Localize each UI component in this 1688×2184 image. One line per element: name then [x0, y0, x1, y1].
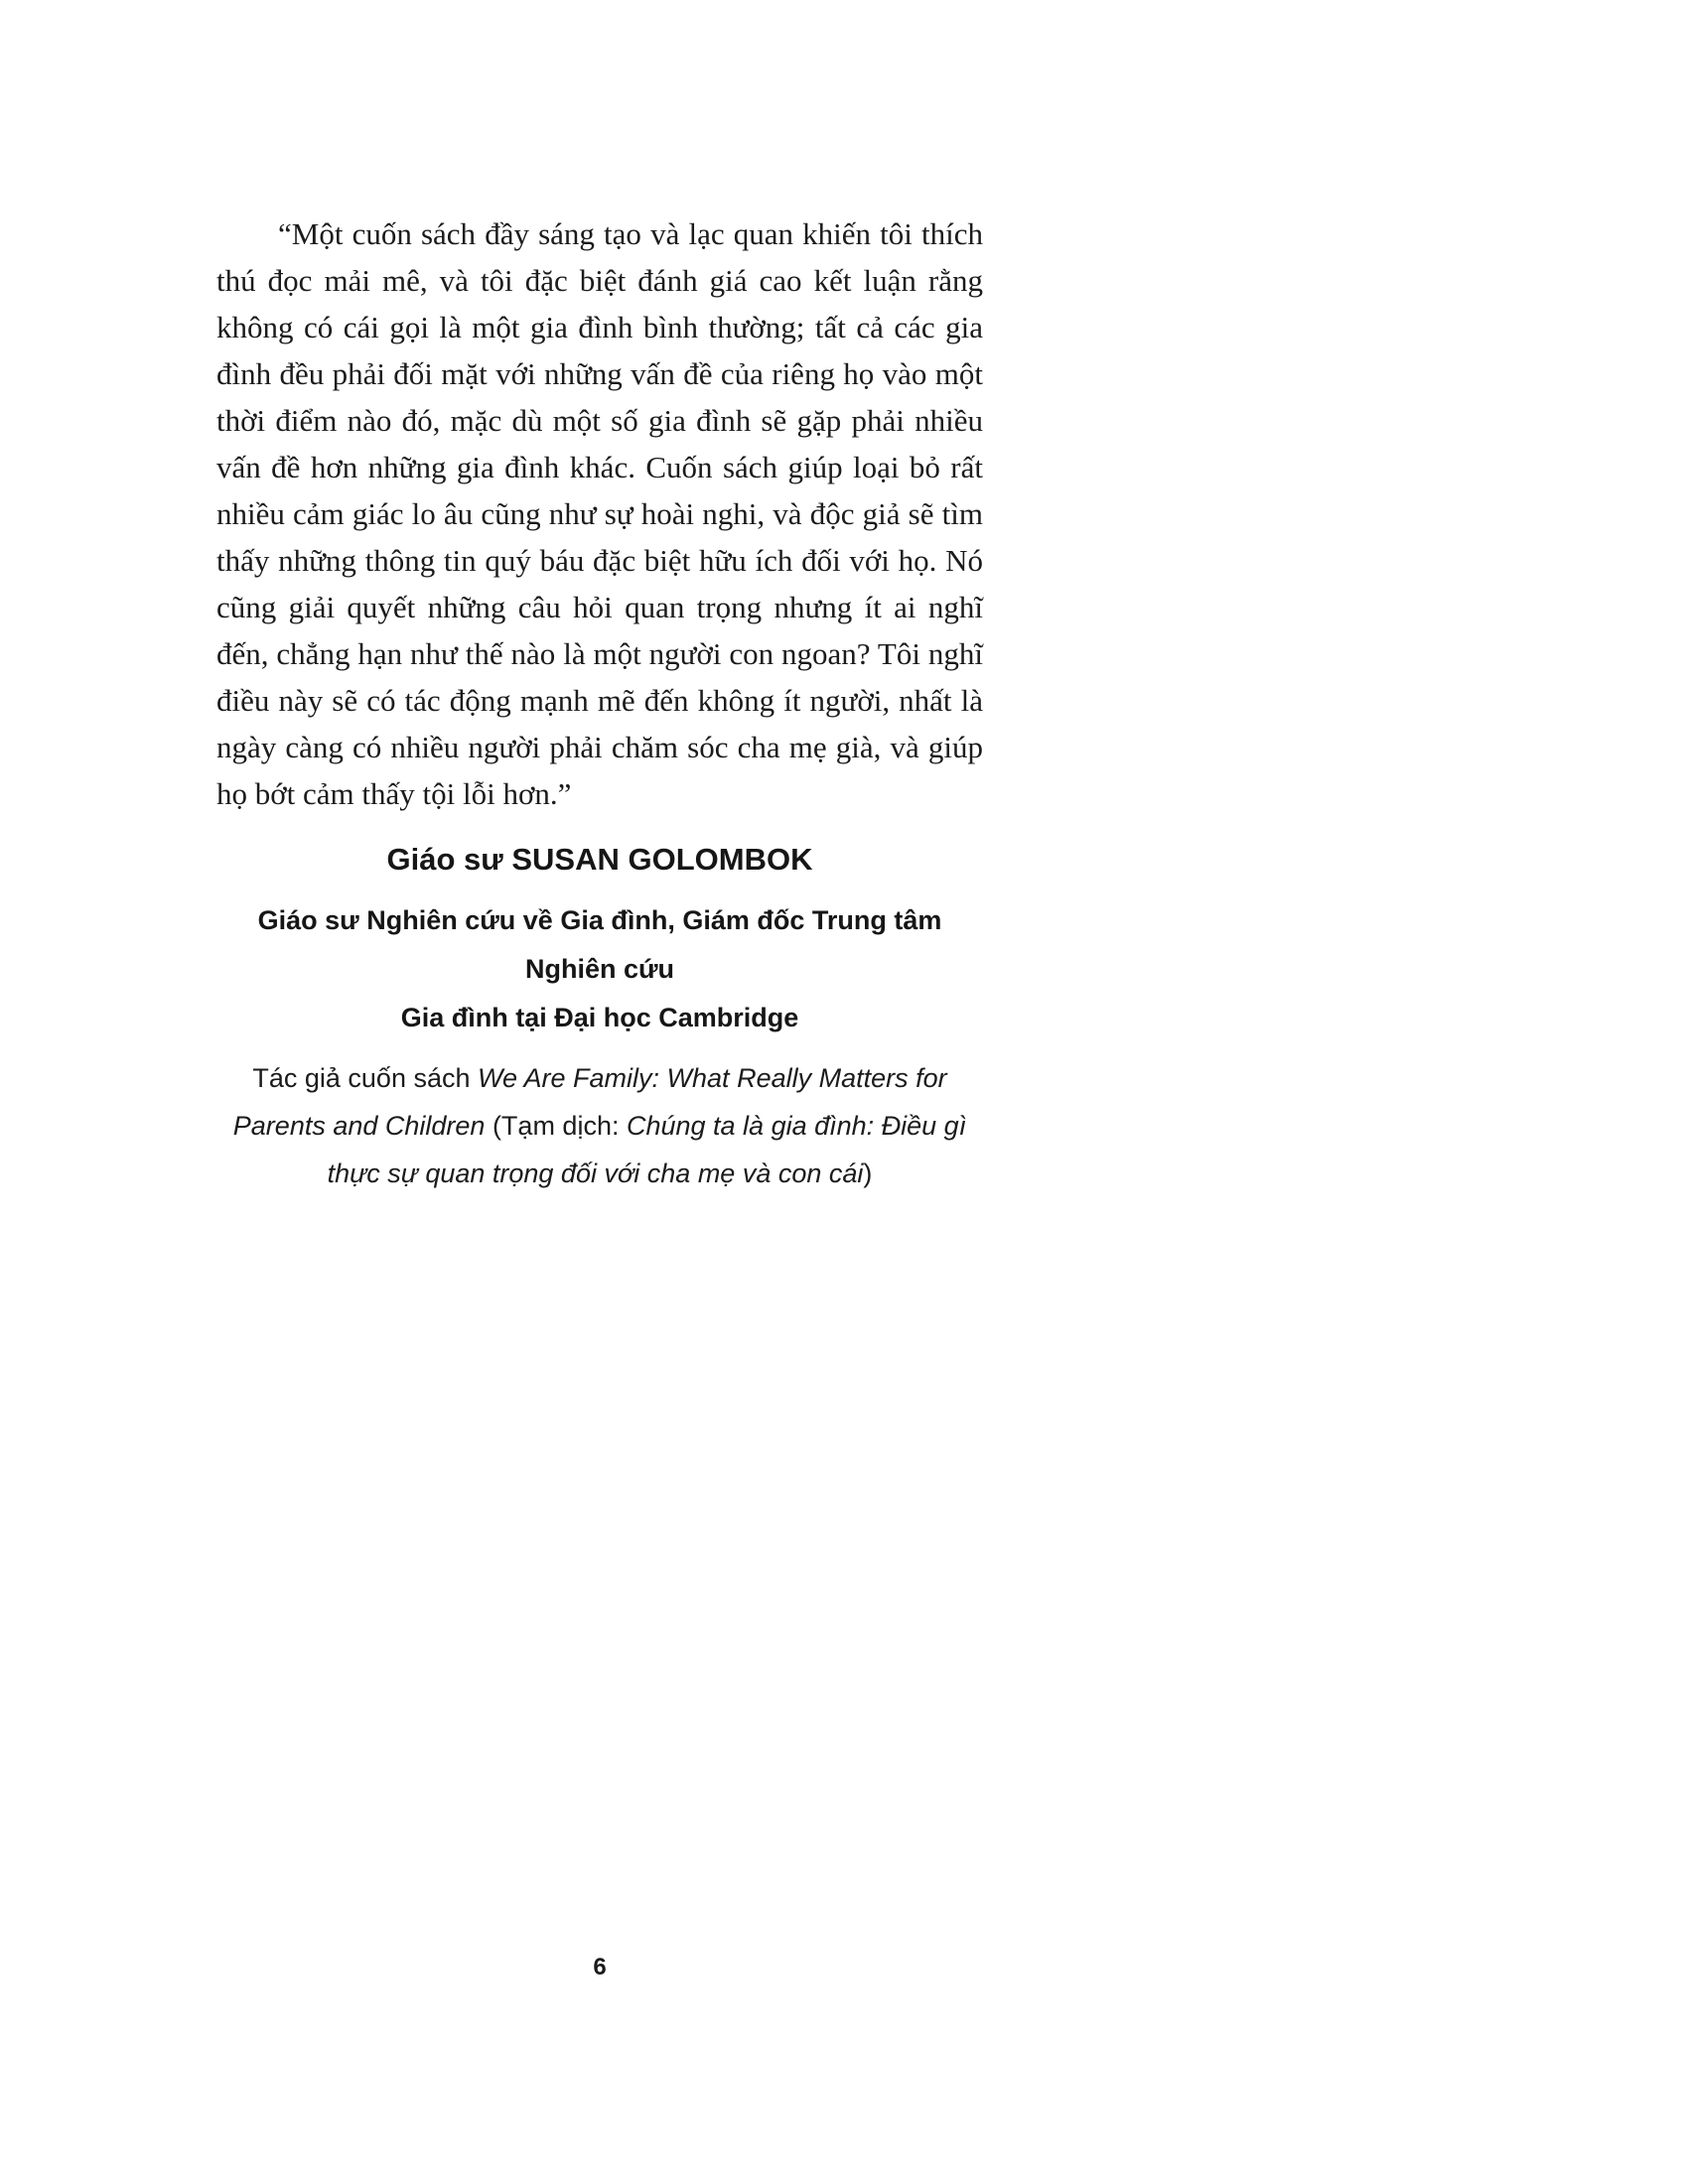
- attribution-role: [216, 896, 983, 1042]
- book-title-vietnamese: Chúng ta là gia đình: Điều gì thực sự quan trọng đối với cha mẹ và con cái: [327, 1111, 967, 1188]
- book-credit-segment: ): [863, 1159, 873, 1188]
- book-credit: [216, 1054, 983, 1197]
- attribution-role-line-2: Gia đình tại Đại học Cambridge: [400, 1003, 799, 1032]
- attribution-name: Giáo sư SUSAN GOLOMBOK: [386, 842, 813, 877]
- content-column: [216, 0, 983, 1197]
- book-credit-segment: Tác giả cuốn sách: [252, 1063, 479, 1093]
- page-number: 6: [593, 1954, 607, 1980]
- testimonial-quote: “Một cuốn sách đầy sáng tạo và lạc quan khiến tôi thích thú đọc mải mê, và tôi đặc biệt đánh giá cao kết luận rằng không có cái gọi là một gia đình bình thường; tất cả các gia đình đều phải đối mặt với những vấn đề của riêng họ vào một thời điểm nào đó, mặc dù một số gia đình sẽ gặp phải nhiều vấn đề hơn những gia đình khác. Cuốn sách giúp loại bỏ rất nhiều cảm giác lo âu cũng như sự hoài nghi, và độc giả sẽ tìm thấy những thông tin quý báu đặc biệt hữu ích đối với họ. Nó cũng giải quyết những câu hỏi quan trọng nhưng ít ai nghĩ đến, chẳng hạn như thế nào là một người con ngoan? Tôi nghĩ điều này sẽ có tác động mạnh mẽ đến không ít người, nhất là ngày càng có nhiều người phải chăm sóc cha mẹ già, và giúp họ bớt cảm thấy tội lỗi hơn.”: [216, 216, 983, 811]
- book-title-english: We Are Family: What Really Matters for Parents and Children: [232, 1063, 947, 1141]
- book-credit-segment: (Tạm dịch:: [485, 1111, 627, 1141]
- attribution-role-line-1: Giáo sư Nghiên cứu về Gia đình, Giám đốc Trung tâm Nghiên cứu: [257, 905, 942, 984]
